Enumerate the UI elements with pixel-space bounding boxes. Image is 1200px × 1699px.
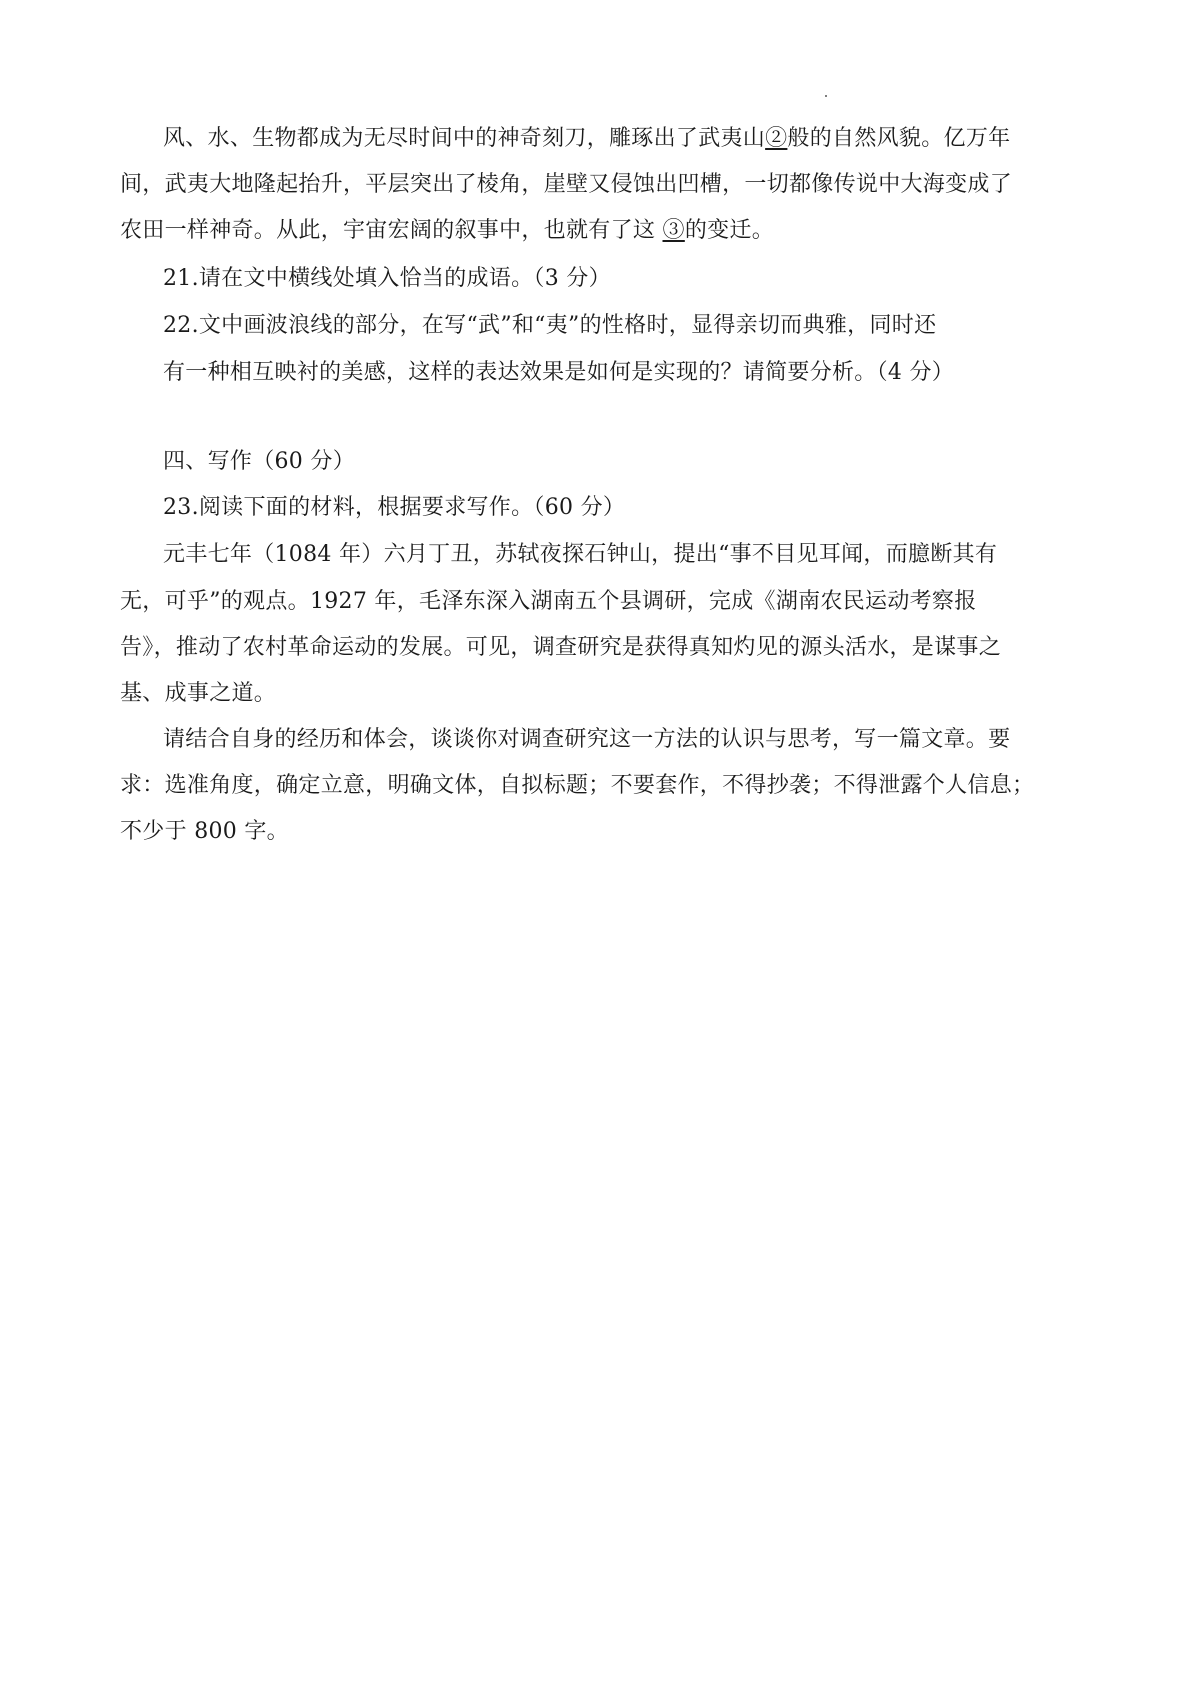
material-line-4: 基、成事之道。 (120, 681, 277, 706)
question-22-line-2: 有一种相互映衬的美感，这样的表达效果是如何是实现的？请简要分析。（4 分） (163, 360, 955, 385)
passage-line-1 (163, 124, 1010, 154)
blank-3: ③ (662, 218, 685, 243)
passage-text: 般的自然风貌。亿万年 (787, 126, 1011, 151)
material-line-3: 告》，推动了农村革命运动的发展。可见，调查研究是获得真知灼见的源头活水，是谋事之 (120, 635, 1002, 660)
passage-text: 农田一样神奇。从此，宇宙宏阔的叙事中，也就有了这 (120, 218, 663, 243)
passage-line-2: 间，武夷大地隆起抬升，平层突出了棱角，崖壁又侵蚀出凹槽，一切都像传说中大海变成了 (120, 172, 1013, 197)
question-21: 21.请在文中横线处填入恰当的成语。（3 分） (163, 266, 611, 291)
question-22-line-1: 22.文中画波浪线的部分，在写“武”和“夷”的性格时，显得亲切而典雅，同时还 (163, 313, 937, 338)
passage-line-3 (120, 216, 774, 246)
blank-2: ② (765, 126, 788, 151)
requirement-line-3: 不少于 800 字。 (120, 819, 289, 844)
material-line-1: 元丰七年（1084 年）六月丁丑，苏轼夜探石钟山，提出“事不目见耳闻，而臆断其有 (163, 542, 998, 567)
material-line-2: 无，可乎”的观点。1927 年，毛泽东深入湖南五个县调研，完成《湖南农民运动考察报 (120, 589, 977, 614)
section-title-writing: 四、写作（60 分） (163, 449, 355, 474)
scan-speck (825, 95, 827, 97)
requirement-line-1: 请结合自身的经历和体会，谈谈你对调查研究这一方法的认识与思考，写一篇文章。要 (163, 727, 1011, 752)
question-23: 23.阅读下面的材料，根据要求写作。（60 分） (163, 495, 626, 520)
passage-text: 风、水、生物都成为无尽时间中的神奇刻刀，雕琢出了武夷山 (163, 126, 766, 151)
passage-text: 的变迁。 (684, 218, 775, 243)
requirement-line-2: 求：选准角度，确定立意，明确文体，自拟标题；不要套作，不得抄袭；不得泄露个人信息； (120, 773, 1035, 798)
